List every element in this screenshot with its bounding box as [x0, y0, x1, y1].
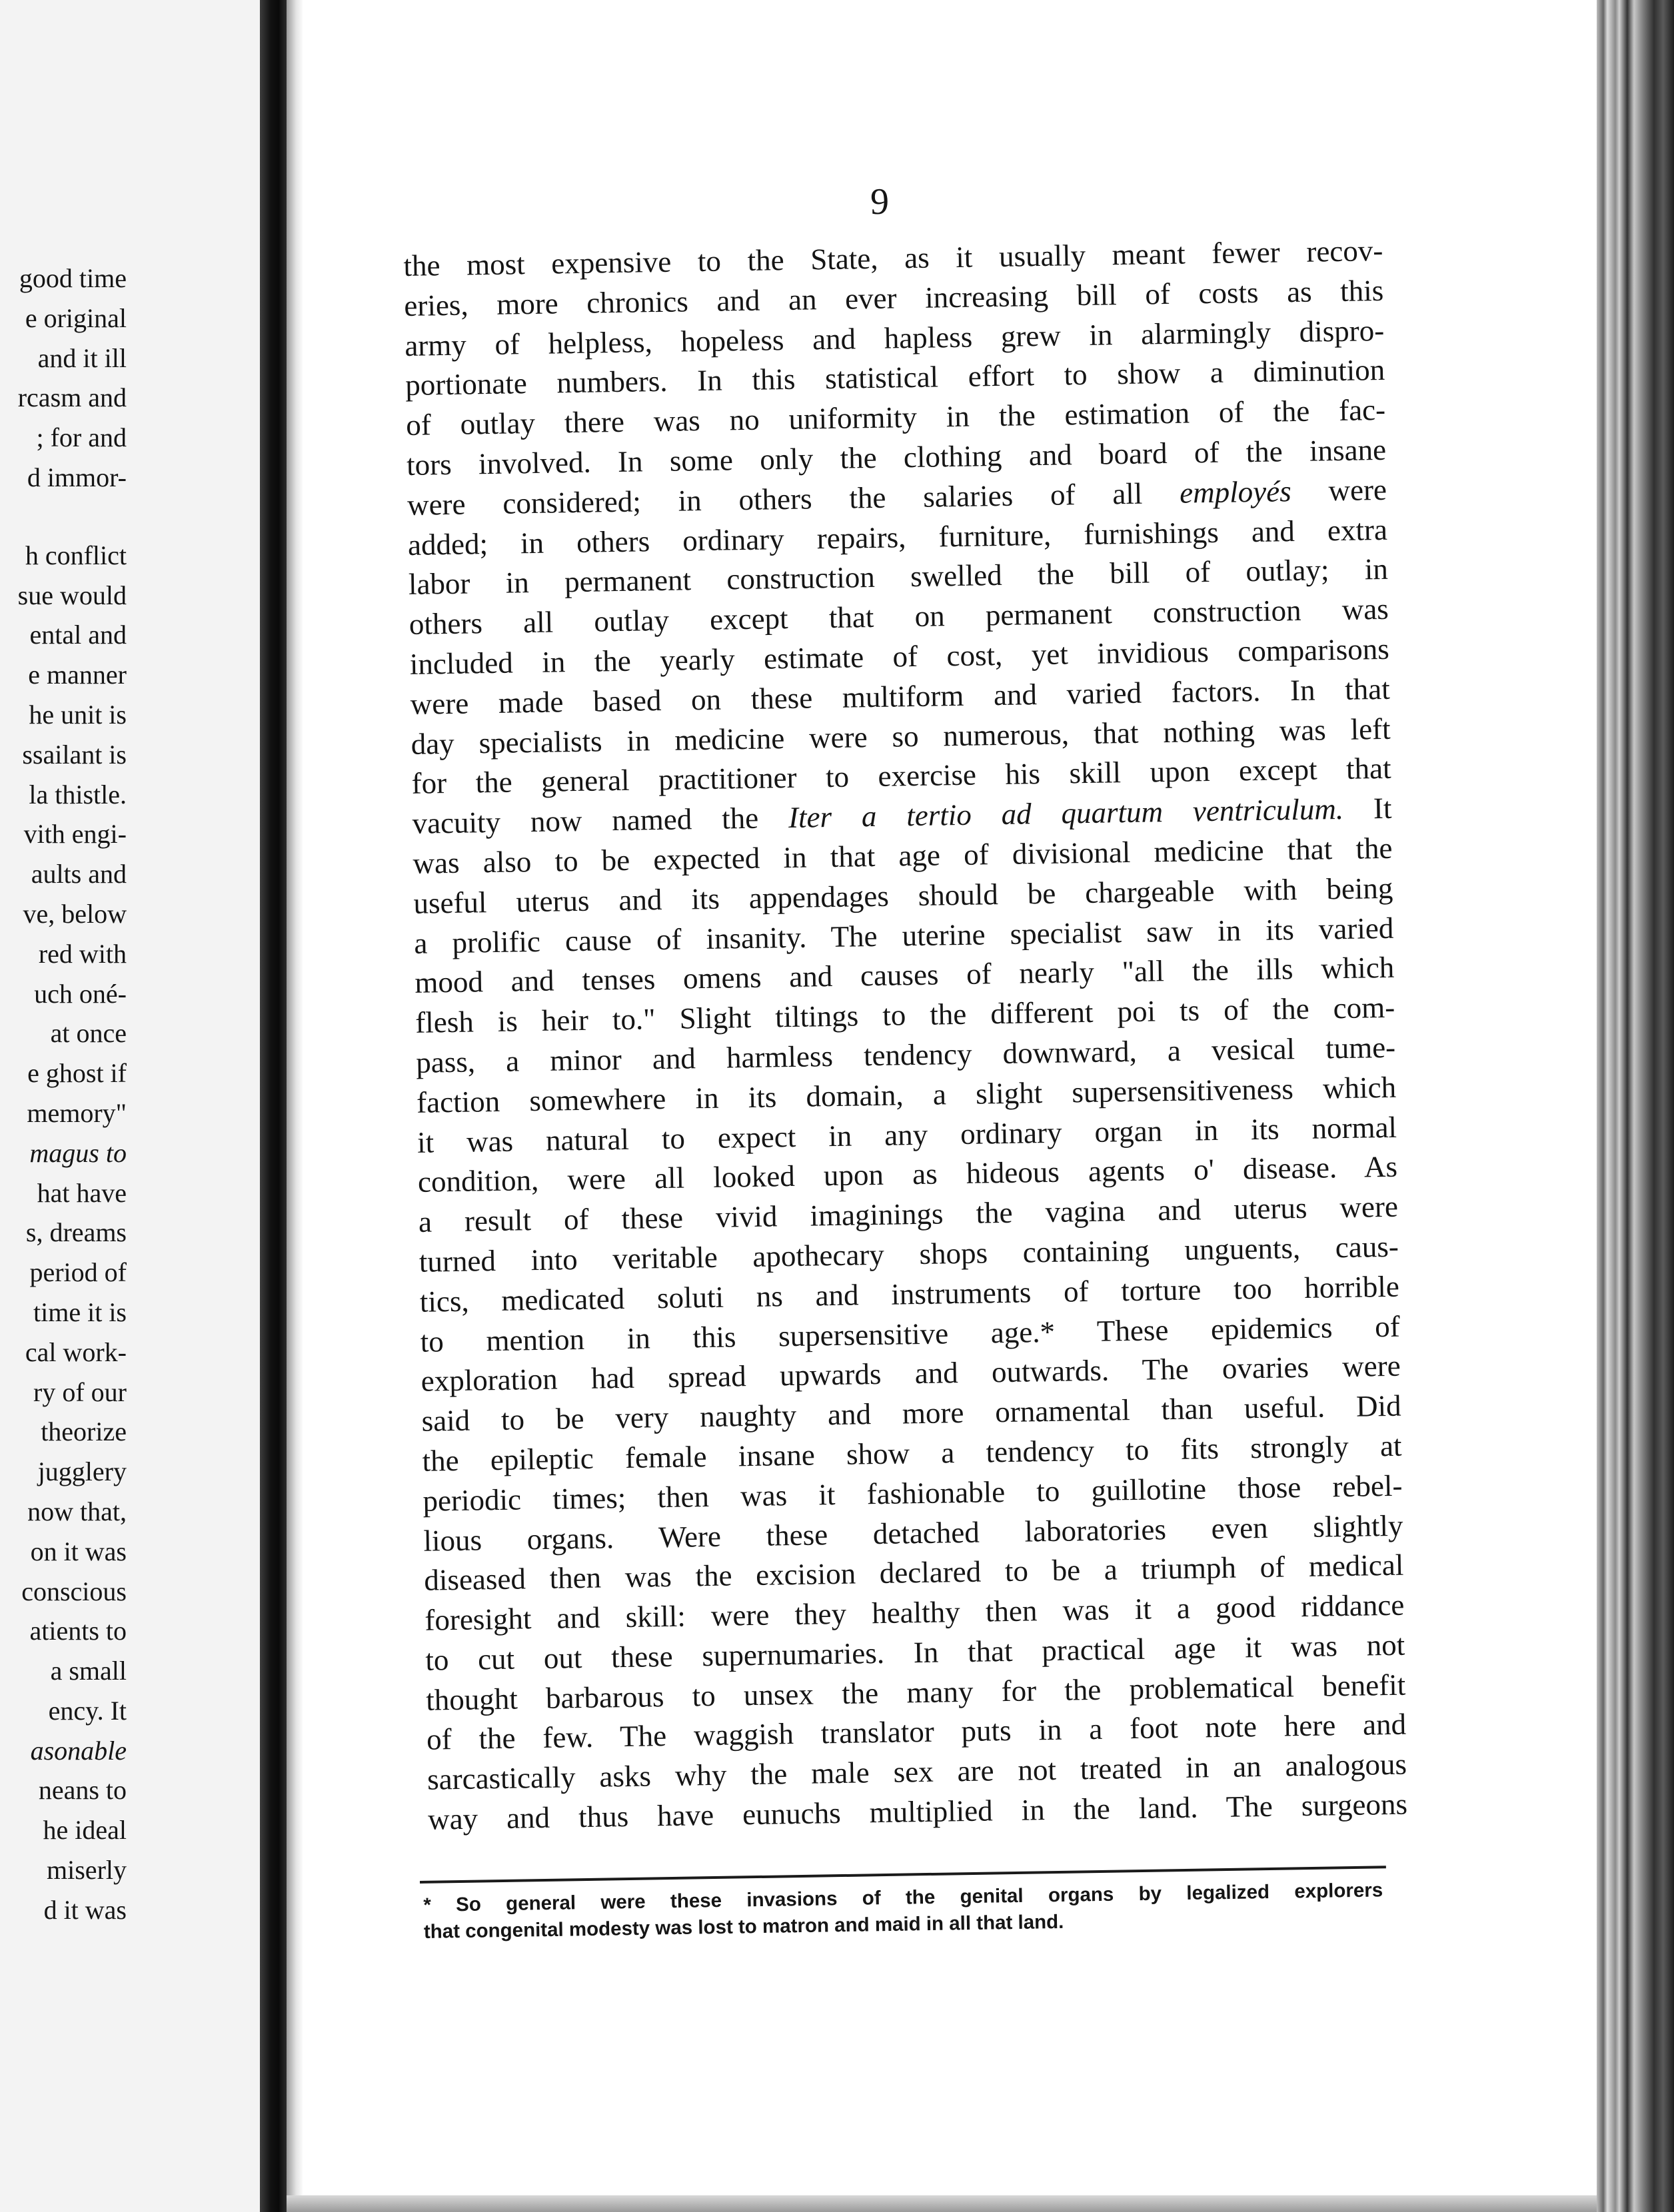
body-line: mood and tenses omens and causes of nearly "all the ills which — [414, 951, 1395, 1000]
left-page-line: ssailant is — [22, 739, 127, 770]
left-page-text — [0, 259, 127, 1930]
body-line: foresight and skill: were they healthy then was it a good riddance — [424, 1588, 1405, 1637]
body-line: day specialists in medicine were so numerous, that nothing was left — [411, 712, 1391, 761]
body-line: portionate numbers. In this statistical effort to show a diminution — [405, 353, 1385, 402]
body-line: it was natural to expect in any ordinary organ in its normal — [417, 1110, 1397, 1159]
left-page-line: ; for and — [36, 422, 127, 453]
body-line: of outlay there was no uniformity in the estimation of the fac- — [405, 393, 1386, 442]
body-line: flesh is heir to." Slight tiltings to the different poi ts of the com- — [415, 990, 1395, 1039]
body-line: diseased then was the excision declared to be a triumph of medical — [424, 1548, 1404, 1598]
left-page-line: ental and — [29, 620, 127, 650]
body-line: were considered; in others the salaries of all employés were — [407, 472, 1387, 522]
body-line: the epileptic female insane show a tendency to fits strongly at — [422, 1428, 1402, 1478]
body-line: vacuity now named the Iter a tertio ad quartum ventriculum. It — [412, 791, 1392, 841]
body-line: exploration had spread upwards and outwards. The ovaries were — [420, 1349, 1401, 1398]
left-page-line: good time — [19, 263, 127, 293]
left-page-line: miserly — [47, 1855, 127, 1886]
left-page-line: sue would — [17, 580, 127, 610]
body-line: faction somewhere in its domain, a slight supersensitiveness which — [416, 1070, 1397, 1119]
left-page-line: on it was — [30, 1536, 127, 1566]
left-page-line: now that, — [27, 1496, 127, 1526]
body-line: tics, medicated soluti ns and instruments of torture too horrible — [419, 1269, 1400, 1319]
left-page-line: memory" — [27, 1097, 127, 1128]
footnote-line: * So general were these invasions of the genital organs by legalized explorers — [423, 1879, 1383, 1916]
left-page-line: time it is — [33, 1297, 127, 1327]
left-page-line: ve, below — [23, 898, 127, 929]
page-number: 9 — [870, 181, 889, 223]
body-line: labor in permanent construction swelled the bill of outlay; in — [408, 552, 1389, 602]
body-line: to cut out these supernumaries. In that practical age it was not — [424, 1628, 1405, 1677]
left-page-line: ry of our — [33, 1377, 127, 1407]
book-bottom-edge — [287, 2195, 1597, 2212]
body-line: added; in others ordinary repairs, furniture, furnishings and extra — [407, 512, 1388, 562]
body-line: said to be very naughty and more ornamental than useful. Did — [421, 1388, 1401, 1438]
body-line: condition, were all looked upon as hideous agents o' disease. As — [417, 1150, 1398, 1199]
left-page-line: s, dreams — [25, 1217, 127, 1248]
body-line: of the few. The waggish translator puts in a foot note here and — [426, 1708, 1407, 1757]
left-page-line: e ghost if — [27, 1058, 127, 1089]
body-line: the most expensive to the State, as it usually meant fewer recov- — [403, 233, 1383, 282]
footnote-line: that congenital modesty was lost to matron and maid in all that land. — [423, 1910, 1064, 1943]
italic-phrase: employés — [1179, 474, 1292, 510]
body-line: tors involved. In some only the clothing and board of the insane — [406, 432, 1387, 482]
left-page-line: atients to — [29, 1616, 127, 1646]
left-page-line: jugglery — [37, 1456, 127, 1487]
left-page-line: magus to — [29, 1137, 127, 1168]
left-page-line: e original — [25, 302, 127, 333]
left-page-line: at once — [50, 1018, 127, 1049]
body-line: turned into veritable apothecary shops containing unguents, caus- — [418, 1229, 1399, 1279]
italic-phrase: Iter a tertio ad quartum ventriculum. — [788, 792, 1344, 835]
body-line: useful uterus and its appendages should be chargeable with being — [413, 871, 1393, 920]
left-page-line: conscious — [21, 1576, 127, 1606]
left-page-line: he ideal — [43, 1815, 127, 1846]
left-page-line: cal work- — [25, 1337, 127, 1367]
left-page-line: and it ill — [37, 342, 127, 373]
left-page-line: h conflict — [25, 540, 127, 570]
body-line: for the general practitioner to exercise his skill upon except that — [411, 752, 1391, 801]
left-page-line: d it was — [43, 1894, 127, 1925]
book-gutter — [260, 0, 287, 2212]
left-page-line: hat have — [37, 1177, 127, 1208]
gutter-shadow — [287, 0, 303, 2212]
left-page-line: a small — [50, 1656, 127, 1686]
left-page-line: red with — [38, 938, 127, 969]
body-line: sarcastically asks why the male sex are not treated in an analogous — [426, 1747, 1407, 1796]
left-page-line: vith engi- — [23, 819, 127, 849]
body-line: pass, a minor and harmless tendency downward, a vesical tume- — [415, 1030, 1396, 1079]
body-line: periodic times; then was it fashionable to guillotine those rebel- — [422, 1468, 1403, 1518]
left-page-line: d immor- — [27, 462, 127, 492]
left-page-line: uch oné- — [34, 978, 127, 1009]
footnote — [423, 1877, 1383, 1945]
body-line: lious organs. Were these detached laboratories even slightly — [423, 1508, 1403, 1558]
left-page-line: period of — [29, 1257, 127, 1288]
body-text — [403, 231, 1407, 1840]
body-line: were made based on these multiform and varied factors. In that — [410, 672, 1390, 721]
left-page-fragment — [0, 0, 260, 2212]
body-line: a prolific cause of insanity. The uterine specialist saw in its varied — [414, 911, 1394, 960]
body-line: to mention in this supersensitive age.* These epidemics of — [420, 1309, 1401, 1359]
left-page-line: theorize — [41, 1416, 127, 1447]
body-line: eries, more chronics and an ever increasing bill of costs as this — [404, 273, 1384, 322]
left-page-line: he unit is — [29, 699, 127, 730]
left-page-line: e manner — [28, 660, 127, 690]
left-page-line: asonable — [30, 1735, 127, 1766]
left-page-line: ency. It — [48, 1695, 127, 1726]
body-line: way and thus have eunuchs multiplied in the land. The surgeons — [427, 1787, 1408, 1836]
body-line: army of helpless, hopeless and hapless grew in alarmingly dispro- — [404, 313, 1385, 362]
left-page-line: aults and — [31, 859, 127, 889]
left-page-line: rcasm and — [17, 382, 127, 413]
left-page-line: la thistle. — [29, 779, 127, 810]
body-line: others all outlay except that on permanent construction was — [409, 592, 1389, 642]
body-line: was also to be expected in that age of divisional medicine that the — [413, 831, 1393, 880]
left-page-line: neans to — [38, 1775, 127, 1806]
body-line: included in the yearly estimate of cost, yet invidious comparisons — [409, 632, 1390, 681]
book-page-edges — [1597, 0, 1674, 2212]
body-line: thought barbarous to unsex the many for the problematical benefit — [425, 1668, 1406, 1717]
body-line: a result of these vivid imaginings the vagina and uterus were — [418, 1189, 1399, 1239]
